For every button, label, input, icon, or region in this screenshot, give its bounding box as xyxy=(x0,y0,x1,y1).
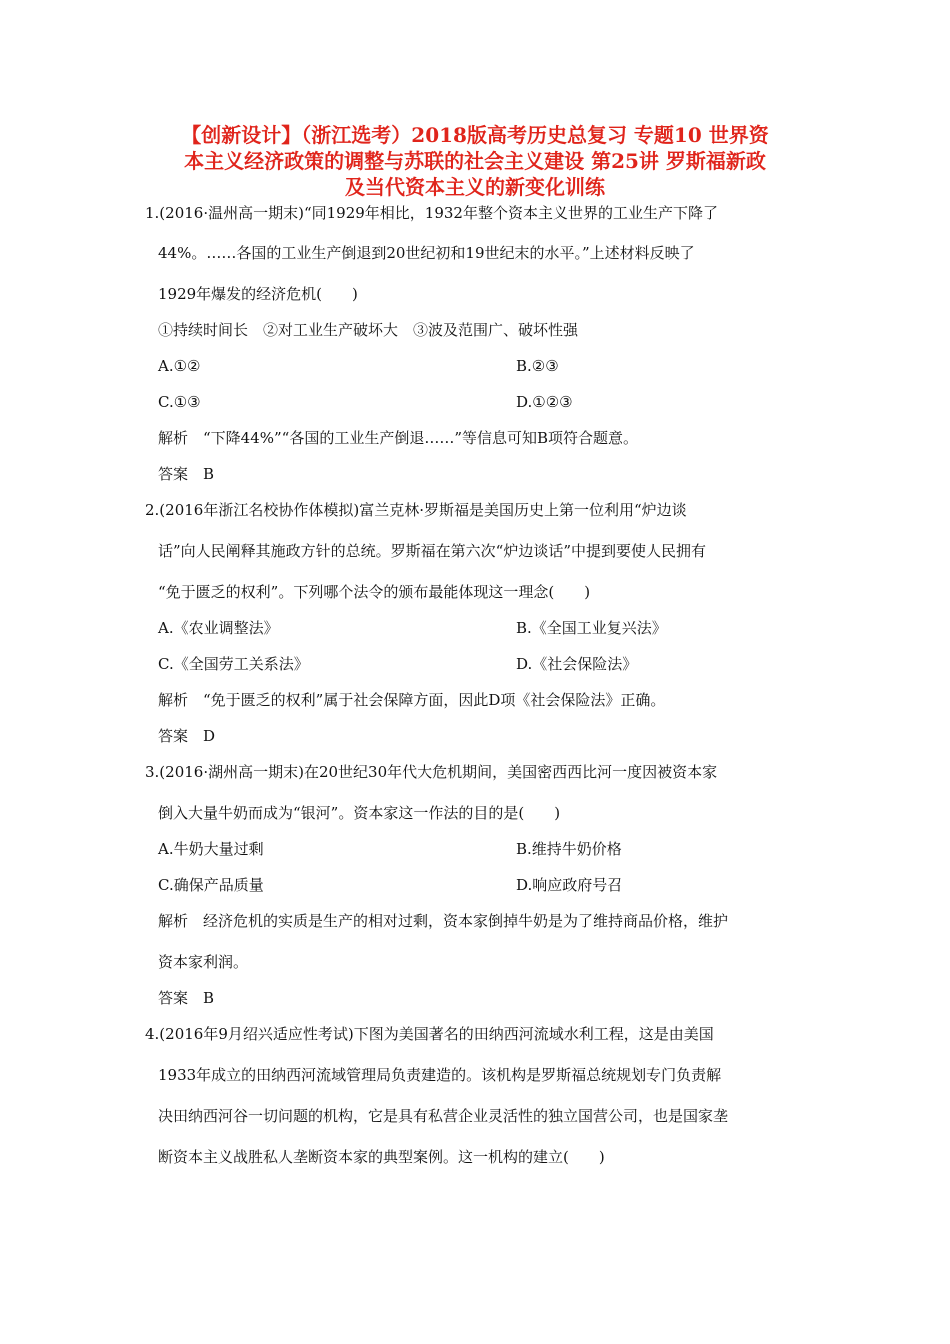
q2-option-c: C.《全国劳工关系法》 xyxy=(158,655,309,673)
title-line: 【创新设计】（浙江选考）2018版高考历史总复习 专题10 世界资 xyxy=(181,123,769,147)
q1-answer: 答案 B xyxy=(158,465,215,483)
q1-stem-line: 1929年爆发的经济危机( ) xyxy=(158,285,358,303)
q3-analysis-line: 资本家利润。 xyxy=(158,953,249,971)
title-line: 及当代资本主义的新变化训练 xyxy=(345,175,605,199)
q3-stem-line: 3.(2016·湖州高一期末)在20世纪30年代大危机期间，美国密西西比河一度因被资本家 xyxy=(145,763,718,781)
q3-option-c: C.确保产品质量 xyxy=(158,876,264,894)
q1-option-c: C.①③ xyxy=(158,393,201,411)
q2-answer: 答案 D xyxy=(158,727,216,745)
q3-option-a: A.牛奶大量过剩 xyxy=(158,840,264,858)
q4-stem-line: 断资本主义战胜私人垄断资本家的典型案例。这一机构的建立( ) xyxy=(158,1148,605,1166)
q1-option-a: A.①② xyxy=(158,357,201,375)
q2-stem-line: 2.(2016年浙江名校协作体模拟)富兰克林·罗斯福是美国历史上第一位利用“炉边谈 xyxy=(145,501,687,519)
q1-analysis: 解析 “下降44%”“各国的工业生产倒退……”等信息可知B项符合题意。 xyxy=(158,429,639,447)
q4-stem-line: 4.(2016年9月绍兴适应性考试)下图为美国著名的田纳西河流域水利工程，这是由美国 xyxy=(145,1025,714,1043)
q3-stem-line: 倒入大量牛奶而成为“银河”。资本家这一作法的目的是( ) xyxy=(158,804,561,822)
q1-stem-line: 1.(2016·温州高一期末)“同1929年相比，1932年整个资本主义世界的工业生产下降了 xyxy=(145,204,718,222)
q2-stem-line: 话”向人民阐释其施政方针的总统。罗斯福在第六次“炉边谈话”中提到要使人民拥有 xyxy=(158,542,707,560)
q4-stem-line: 1933年成立的田纳西河流域管理局负责建造的。该机构是罗斯福总统规划专门负责解 xyxy=(158,1066,722,1084)
q3-analysis-line: 解析 经济危机的实质是生产的相对过剩，资本家倒掉牛奶是为了维持商品价格，维护 xyxy=(158,912,729,930)
q1-option-d: D.①②③ xyxy=(516,393,573,411)
q3-option-b: B.维持牛奶价格 xyxy=(516,840,622,858)
q3-answer: 答案 B xyxy=(158,989,215,1007)
q3-option-d: D.响应政府号召 xyxy=(516,876,623,894)
q1-option-b: B.②③ xyxy=(516,357,559,375)
q2-option-d: D.《社会保险法》 xyxy=(516,655,638,673)
q2-option-a: A.《农业调整法》 xyxy=(158,619,279,637)
q1-statements: ①持续时间长 ②对工业生产破坏大 ③波及范围广、破坏性强 xyxy=(158,321,579,339)
q2-analysis: 解析 “免于匮乏的权利”属于社会保障方面，因此D项《社会保险法》正确。 xyxy=(158,691,666,709)
title-line: 本主义经济政策的调整与苏联的社会主义建设 第25讲 罗斯福新政 xyxy=(184,149,766,173)
document-title xyxy=(130,122,820,200)
q2-stem-line: “免于匮乏的权利”。下列哪个法令的颁布最能体现这一理念( ) xyxy=(158,583,591,601)
q1-stem-line: 44%。……各国的工业生产倒退到20世纪初和19世纪末的水平。”上述材料反映了 xyxy=(158,244,695,262)
q4-stem-line: 决田纳西河谷一切问题的机构，它是具有私营企业灵活性的独立国营公司，也是国家垄 xyxy=(158,1107,729,1125)
q2-option-b: B.《全国工业复兴法》 xyxy=(516,619,667,637)
